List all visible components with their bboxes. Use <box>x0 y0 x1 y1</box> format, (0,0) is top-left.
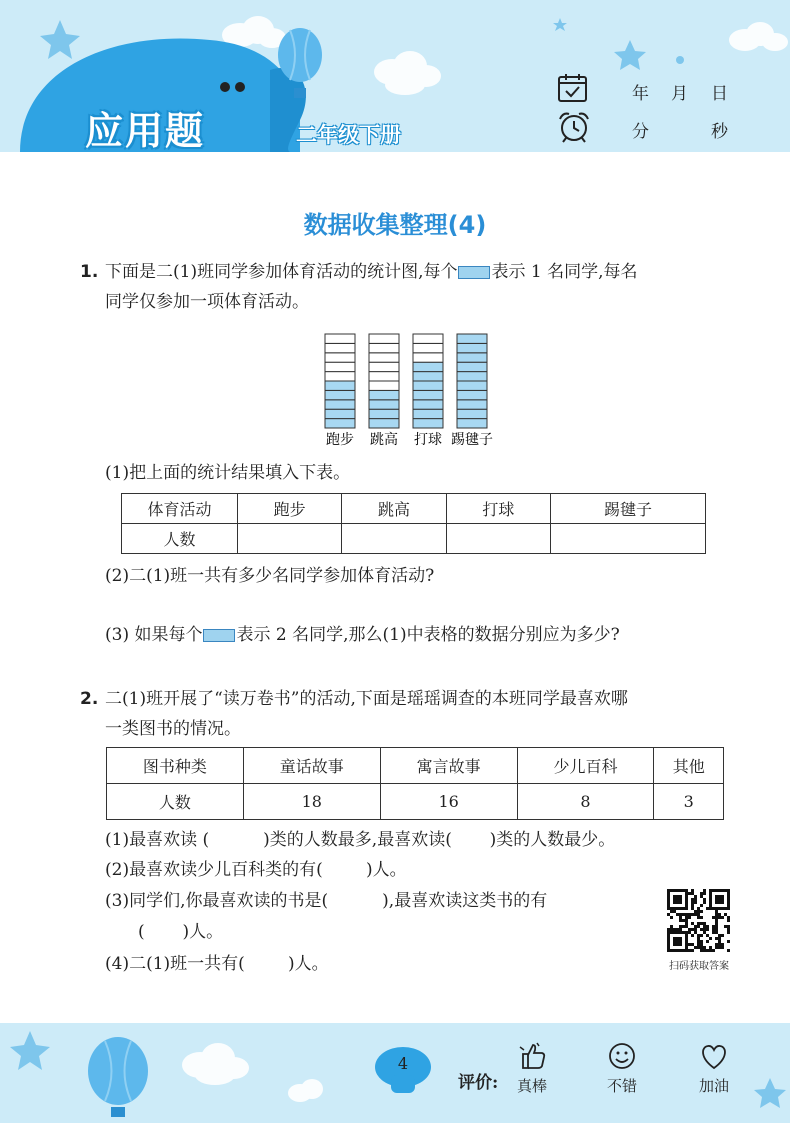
unit-cell-icon <box>458 266 490 279</box>
table2-value-cell: 8 <box>517 784 654 820</box>
rating-keep-going-label: 加油 <box>698 1077 729 1095</box>
chart-category-label: 跑步 <box>326 432 354 448</box>
header-title: 应用题 <box>85 109 206 152</box>
rating-great-label: 真棒 <box>516 1077 547 1095</box>
q1-part3 <box>105 620 620 650</box>
page-footer <box>0 1023 790 1123</box>
filled-cell <box>457 334 487 343</box>
activity-chart <box>315 325 505 450</box>
filled-cell <box>413 381 443 390</box>
year-label: 年 <box>632 84 649 104</box>
table1-header-cell: 体育活动 <box>122 494 238 524</box>
filled-cell <box>413 400 443 409</box>
filled-cell <box>457 400 487 409</box>
empty-cell <box>413 353 443 362</box>
q2-part3: (3)同学们,你最喜欢读的书是( ),最喜欢读这类书的有 <box>105 891 548 911</box>
filled-cell <box>369 409 399 418</box>
filled-cell <box>457 372 487 381</box>
table2-header-cell: 童话故事 <box>243 748 380 784</box>
empty-cell <box>369 343 399 352</box>
empty-cell <box>325 353 355 362</box>
q2-part2: (2)最喜欢读少儿百科类的有( )人。 <box>105 860 407 880</box>
rating-good-label: 不错 <box>606 1077 637 1095</box>
page-title: 数据收集整理(4) <box>303 211 487 239</box>
books-table <box>106 747 724 820</box>
table2-value-cell: 18 <box>243 784 380 820</box>
table1-header-cell: 打球 <box>446 494 550 524</box>
activity-table <box>121 493 706 554</box>
table1-row-label: 人数 <box>122 524 238 554</box>
chart-category-label: 跳高 <box>370 432 398 448</box>
q1-line1 <box>105 257 638 287</box>
table2-header-cell: 图书种类 <box>107 748 244 784</box>
empty-cell <box>369 372 399 381</box>
table2-header-cell: 寓言故事 <box>380 748 517 784</box>
q2-number: 2. <box>80 689 99 709</box>
filled-cell <box>325 409 355 418</box>
evaluation-label: 评价: <box>458 1073 499 1093</box>
smiley-icon <box>607 1041 637 1071</box>
q1-part3-b: 表示 2 名同学,那么(1)中表格的数据分别应为多少? <box>236 625 620 645</box>
rating-good[interactable] <box>600 1041 644 1096</box>
q1-part1: (1)把上面的统计结果填入下表。 <box>105 463 351 483</box>
filled-cell <box>457 419 487 428</box>
table1-answer-cell[interactable] <box>446 524 550 554</box>
filled-cell <box>457 353 487 362</box>
empty-cell <box>325 334 355 343</box>
q2-part3-cont: ( )人。 <box>138 922 224 942</box>
thumbs-up-icon <box>517 1041 547 1071</box>
chart-category-label: 打球 <box>414 432 442 448</box>
table2-value-cell: 3 <box>654 784 724 820</box>
day-label: 日 <box>711 84 728 104</box>
q2-part1: (1)最喜欢读 ( )类的人数最多,最喜欢读( )类的人数最少。 <box>105 830 616 850</box>
filled-cell <box>325 390 355 399</box>
filled-cell <box>413 390 443 399</box>
table2-header-cell: 少儿百科 <box>517 748 654 784</box>
filled-cell <box>369 390 399 399</box>
alarm-clock-icon <box>557 110 591 144</box>
empty-cell <box>325 362 355 371</box>
table1-header-cell: 踢毽子 <box>551 494 706 524</box>
q2-part4: (4)二(1)班一共有( )人。 <box>105 954 329 974</box>
header-subtitle: 二年级下册 <box>296 123 401 147</box>
filled-cell <box>457 343 487 352</box>
second-label: 秒 <box>711 122 728 142</box>
table2-value-cell: 16 <box>380 784 517 820</box>
filled-cell <box>413 419 443 428</box>
filled-cell <box>325 419 355 428</box>
empty-cell <box>325 343 355 352</box>
filled-cell <box>369 400 399 409</box>
empty-cell <box>369 381 399 390</box>
filled-cell <box>413 409 443 418</box>
table1-answer-cell[interactable] <box>342 524 446 554</box>
page-header <box>0 0 790 152</box>
filled-cell <box>413 372 443 381</box>
filled-cell <box>457 362 487 371</box>
q1-line1-a: 下面是二(1)班同学参加体育活动的统计图,每个 <box>105 262 458 282</box>
table1-header-cell: 跳高 <box>342 494 446 524</box>
unit-cell-icon <box>203 629 235 642</box>
rating-keep-going[interactable] <box>692 1041 736 1096</box>
minute-label: 分 <box>632 122 649 142</box>
empty-cell <box>413 343 443 352</box>
filled-cell <box>413 362 443 371</box>
page-number: 4 <box>397 1054 409 1073</box>
empty-cell <box>369 362 399 371</box>
table2-header-cell: 其他 <box>654 748 724 784</box>
heart-icon <box>698 1041 730 1071</box>
filled-cell <box>457 390 487 399</box>
month-label: 月 <box>671 84 688 104</box>
q2-line1: 二(1)班开展了“读万卷书”的活动,下面是瑶瑶调查的本班同学最喜欢哪 <box>105 689 628 709</box>
table1-answer-cell[interactable] <box>551 524 706 554</box>
empty-cell <box>369 353 399 362</box>
filled-cell <box>369 419 399 428</box>
empty-cell <box>325 372 355 381</box>
q1-number: 1. <box>80 262 99 282</box>
chart-category-label: 踢毽子 <box>451 432 493 448</box>
q1-part2: (2)二(1)班一共有多少名同学参加体育活动? <box>105 566 435 586</box>
q1-line2: 同学仅参加一项体育活动。 <box>105 292 309 312</box>
q1-line1-b: 表示 1 名同学,每名 <box>491 262 638 282</box>
filled-cell <box>325 400 355 409</box>
calendar-icon <box>557 72 589 104</box>
table1-answer-cell[interactable] <box>238 524 342 554</box>
footer-decoration <box>0 1023 790 1123</box>
q2-line2: 一类图书的情况。 <box>105 719 241 739</box>
empty-cell <box>369 334 399 343</box>
table2-row-label: 人数 <box>107 784 244 820</box>
filled-cell <box>325 381 355 390</box>
qr-caption: 扫码获取答案 <box>669 961 729 972</box>
rating-great[interactable] <box>510 1041 554 1096</box>
filled-cell <box>457 409 487 418</box>
filled-cell <box>457 381 487 390</box>
qr-code[interactable] <box>666 888 731 953</box>
empty-cell <box>413 334 443 343</box>
table1-header-cell: 跑步 <box>238 494 342 524</box>
q1-part3-a: (3) 如果每个 <box>105 625 203 645</box>
